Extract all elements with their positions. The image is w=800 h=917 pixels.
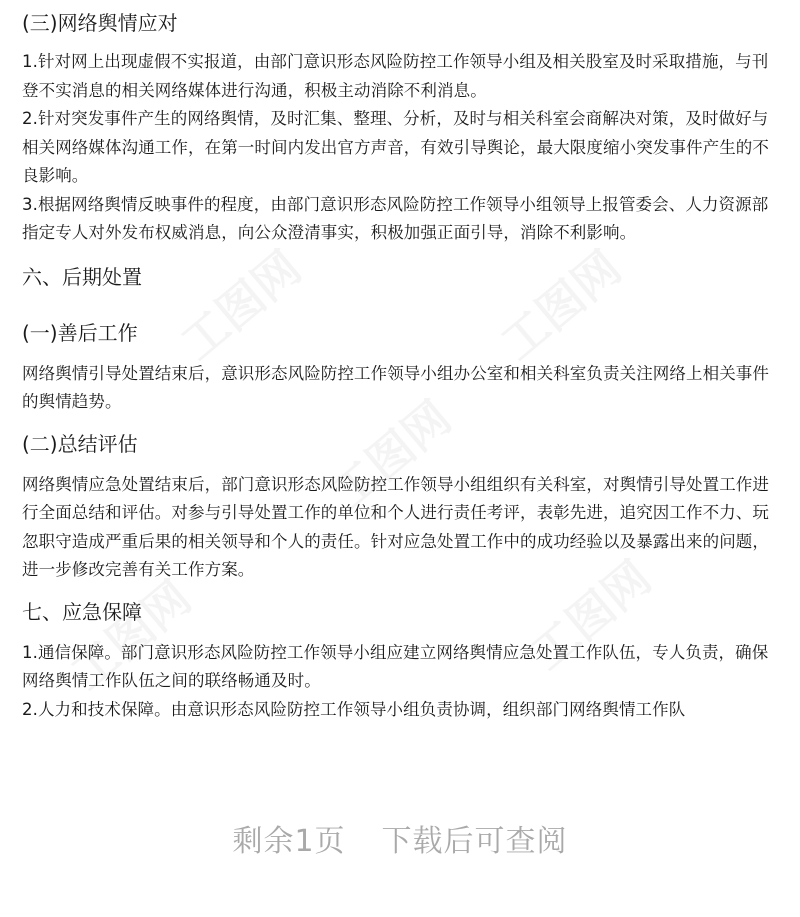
remaining-pages-label: 剩余1页 (232, 824, 346, 859)
section-6-heading: 六、后期处置 (22, 264, 142, 289)
section-6-2-text: 网络舆情应急处置结束后，部门意识形态风险防控工作领导小组组织有关科室，对舆情引导处置工作进行全面总结和评估。对参与引导处置工作的单位和个人进行责任考评，表彰先进，追究因工作不力、玩忽职守造成严重后果的相关领导和个人的责任。针对应急处置工作中的成功经验以及暴露出来的问题，进一步修改完善有关工作方案。 (22, 474, 769, 579)
section-7-item-1: 1.通信保障。部门意识形态风险防控工作领导小组应建立网络舆情应急处置工作队伍，专人负责，确保网络舆情工作队伍之间的联络畅通及时。 (22, 642, 769, 690)
section-7-heading: 七、应急保障 (22, 599, 142, 624)
section-6-2-heading: (二)总结评估 (22, 431, 138, 456)
section-6-1-heading: (一)善后工作 (22, 320, 138, 345)
download-to-view-label: 下载后可查阅 (381, 824, 568, 859)
section-3-3-item-2: 2.针对突发事件产生的网络舆情，及时汇集、整理、分析，及时与相关科室会商解决对策，及时做好与相关网络媒体沟通工作，在第一时间内发出官方声音，有效引导舆论，最大限度缩小突发事件产生的不良影响。 (22, 109, 769, 185)
download-prompt[interactable] (0, 816, 800, 860)
section-3-3-heading: (三)网络舆情应对 (22, 11, 178, 35)
section-3-3-item-3: 3.根据网络舆情反映事件的程度，由部门意识形态风险防控工作领导小组领导上报管委会、人力资源部指定专人对外发布权威消息，向公众澄清事实，积极加强正面引导，消除不利影响。 (22, 194, 769, 242)
section-6-1-text: 网络舆情引导处置结束后，意识形态风险防控工作领导小组办公室和相关科室负责关注网络上相关事件的舆情趋势。 (22, 363, 769, 411)
document-page (22, 8, 782, 724)
section-7-item-2: 2.人力和技术保障。由意识形态风险防控工作领导小组负责协调，组织部门网络舆情工作队 (22, 699, 686, 719)
section-3-3-item-1: 1.针对网上出现虚假不实报道，由部门意识形态风险防控工作领导小组及相关股室及时采取措施，与刊登不实消息的相关网络媒体进行沟通，积极主动消除不利消息。 (22, 52, 769, 100)
